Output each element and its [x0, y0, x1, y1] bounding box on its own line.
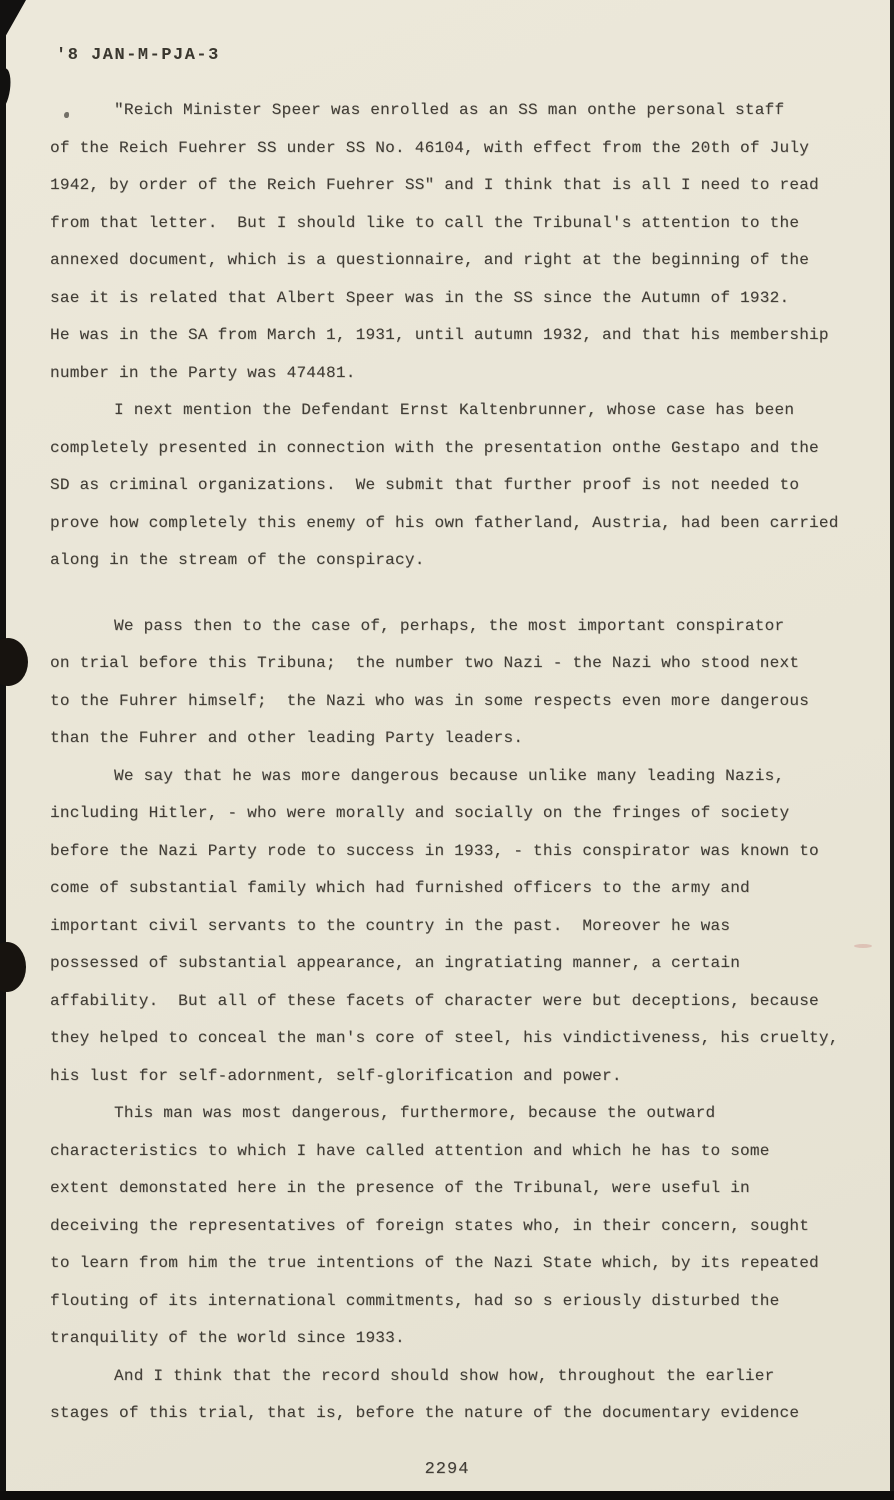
text-line: on trial before this Tribuna; the number two Nazi - the Nazi who stood next — [50, 654, 800, 672]
text-line: annexed document, which is a questionnaire, and right at the beginning of the — [50, 251, 810, 269]
text-line: prove how completely this enemy of his own fatherland, Austria, had been carried — [50, 513, 839, 532]
page-header: '8 JAN-M-PJA-3 — [56, 46, 220, 65]
text-line: possessed of substantial appearance, an ingratiating manner, a certain — [50, 954, 741, 972]
text-line: along in the stream of the conspiracy. — [50, 551, 425, 569]
text-line: come of substantial family which had furnished officers to the army and — [50, 879, 750, 897]
text-line: than the Fuhrer and other leading Party leaders. — [50, 729, 524, 747]
text-line: affability. But all of these facets of character were but deceptions, because — [50, 991, 819, 1010]
scan-edge-notch — [0, 67, 13, 111]
text-line: to the Fuhrer himself; the Nazi who was in some respects even more dangerous — [50, 691, 810, 710]
text-line: his lust for self-adornment, self-glorification and power. — [50, 1066, 622, 1085]
text-line: flouting of its international commitments, had so s eriously disturbed the — [50, 1291, 780, 1310]
text-line: they helped to conceal the man's core of steel, his vindictiveness, his cruelty, — [50, 1029, 839, 1047]
scan-corner-tear — [0, 0, 26, 46]
scan-edge-bottom — [0, 1491, 894, 1500]
text-line: to learn from him the true intentions of the Nazi State which, by its repeated — [50, 1254, 819, 1272]
text-line: stages of this trial, that is, before the nature of the documentary evidence — [50, 1404, 800, 1422]
text-line: We pass then to the case of, perhaps, the most important conspirator — [114, 616, 785, 635]
text-line: of the Reich Fuehrer SS under SS No. 46104, with effect from the 20th of July — [50, 138, 810, 157]
text-line: from that letter. But I should like to call the Tribunal's attention to the — [50, 213, 800, 232]
text-line: He was in the SA from March 1, 1931, until autumn 1932, and that his membership — [50, 326, 829, 344]
text-line: "Reich Minister Speer was enrolled as an SS man onthe personal staff — [114, 101, 785, 119]
page-number: 2294 — [424, 1460, 470, 1479]
document-body — [50, 92, 850, 1433]
text-line: deceiving the representatives of foreign states who, in their concern, sought — [50, 1216, 810, 1235]
punch-hole-mark-top — [0, 638, 28, 686]
text-line: 1942, by order of the Reich Fuehrer SS" and I think that is all I need to read — [50, 176, 819, 194]
text-line: number in the Party was 474481. — [50, 363, 356, 382]
text-line: including Hitler, - who were morally and socially on the fringes of society — [50, 804, 790, 822]
text-line: tranquility of the world since 1933. — [50, 1329, 405, 1347]
text-line: And I think that the record should show how, throughout the earlier — [114, 1366, 775, 1385]
text-line: I next mention the Defendant Ernst Kaltenbrunner, whose case has been — [114, 401, 795, 419]
punch-hole-mark-bottom — [0, 942, 26, 992]
text-line: We say that he was more dangerous because unlike many leading Nazis, — [114, 766, 785, 785]
text-line: extent demonstated here in the presence of the Tribunal, were useful in — [50, 1179, 750, 1197]
text-line: before the Nazi Party rode to success in 1933, - this conspirator was known to — [50, 841, 819, 860]
text-line: sae it is related that Albert Speer was in the SS since the Autumn of 1932. — [50, 288, 790, 307]
text-line: important civil servants to the country in the past. Moreover he was — [50, 916, 731, 935]
text-line: characteristics to which I have called attention and which he has to some — [50, 1141, 770, 1160]
text-line: completely presented in connection with the presentation onthe Gestapo and the — [50, 438, 819, 457]
scan-edge-left — [0, 0, 6, 1500]
text-line: This man was most dangerous, furthermore, because the outward — [114, 1104, 716, 1122]
text-line: SD as criminal organizations. We submit that further proof is not needed to — [50, 476, 800, 494]
paper-smudge — [854, 944, 872, 948]
scan-edge-right — [890, 0, 894, 1500]
